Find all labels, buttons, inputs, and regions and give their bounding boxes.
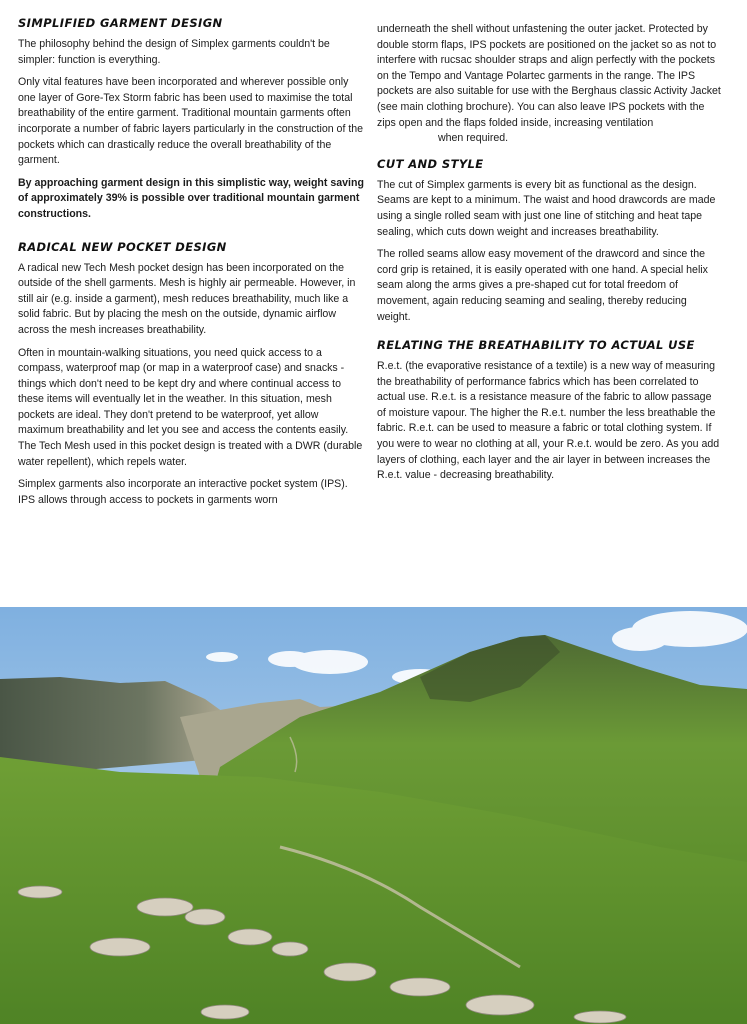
paragraph-tech-mesh: A radical new Tech Mesh pocket design has been incorporated on the outside of the shell garments. Mesh is highly air permeable. However, in still air (e.g. inside a garment), mesh reduces breathability, much like a solid fabric. But by placing the mesh on the outside, dynamic airflow across the mesh increases breathability.: [18, 261, 356, 336]
paragraph-rolled-seams: The rolled seams allow easy movement of the drawcord and since the cord grip is retained, it is easily operated with one hand. A special helix seam along the arms gives a pre-shaped cut for total freedom of movement, again reducing seaming and sealing, thereby reducing weight.: [377, 248, 708, 323]
heading-cut-and-style: CUT AND STYLE: [377, 156, 484, 171]
heading-simplified-garment-design: SIMPLIFIED GARMENT DESIGN: [18, 16, 223, 30]
paragraph-mountain-walking: Often in mountain-walking situations, you need quick access to a compass, waterproof map (or map in a waterproof case) and snacks - things which don't need to be kept dry and where continual access to these items will eventually let in the weather. In this situation, mesh pockets are ideal. They don't pretend to be waterproof, yet allow maximum breathability and let you see and access the contents easily. The Tech Mesh used in this pocket design is treated with a DWR (durable water repellent), which repels water.: [18, 346, 363, 468]
paragraph-cut: The cut of Simplex garments is every bit as functional as the design. Seams are kept to a minimum. The waist and hood drawcords are made using a single rolled seam with just one line of stitching and heat tape sealing, which cuts down weight and increases breathability.: [377, 178, 716, 238]
mountain-landscape-photo: [0, 607, 747, 1024]
paragraph-philosophy: The philosophy behind the design of Simplex garments couldn't be simpler: function is everything.: [18, 38, 330, 66]
heading-radical-pocket-design: RADICAL NEW POCKET DESIGN: [18, 239, 227, 254]
paragraph-ips-continued-tail: when required.: [438, 132, 509, 145]
left-column: [18, 16, 364, 515]
paragraph-vital-features: Only vital features have been incorporated and wherever possible only one layer of Gore-Tex Storm fabric has been used to maximise the total breathability of the entire garment. Traditional mountain garments often incorporate a number of fabric layers particularly in the construction of the pockets which can drastically reduce the overall breathability of the garment.: [18, 76, 364, 167]
paragraph-weight-saving: By approaching garment design in this simplistic way, weight saving of approximately 39% is possible over traditional mountain garment constructions.: [18, 176, 364, 220]
paragraph-ips-continued: [377, 22, 722, 147]
paragraph-ips-intro: Simplex garments also incorporate an interactive pocket system (IPS). IPS allows through access to pockets in garments worn: [18, 478, 348, 506]
paragraph-ret: R.e.t. (the evaporative resistance of a textile) is a new way of measuring the breathability of performance fabrics which has been correlated to actual use. R.e.t. is a resistance measure of the fabric to allow passage of moisture vapour. The higher the R.e.t. number the less breathable the fabric. R.e.t. can be used to measure a fabric or total clothing system. If you were to wear no clothing at all, your R.e.t. would be zero. As you add layers of clothing, each layer and the air layer in between increases the R.e.t. value - decreasing breathability.: [377, 360, 720, 482]
paragraph-ips-continued-text: underneath the shell without unfastening the outer jacket. Protected by double storm flaps, IPS pockets are positioned on the jacket so as not to interfere with rucsac shoulder straps and align perfectly with the pockets on the Tempo and Vantage Polartec garments in the range. The IPS pockets are also suitable for use with the Berghaus classic Activity Jacket (see main clothing brochure). You can also leave IPS pockets with the zips open and the flaps folded inside, increasing ventilation: [377, 23, 721, 129]
right-column: [377, 22, 722, 491]
heading-relating-breathability: RELATING THE BREATHABILITY TO ACTUAL USE: [377, 338, 695, 353]
